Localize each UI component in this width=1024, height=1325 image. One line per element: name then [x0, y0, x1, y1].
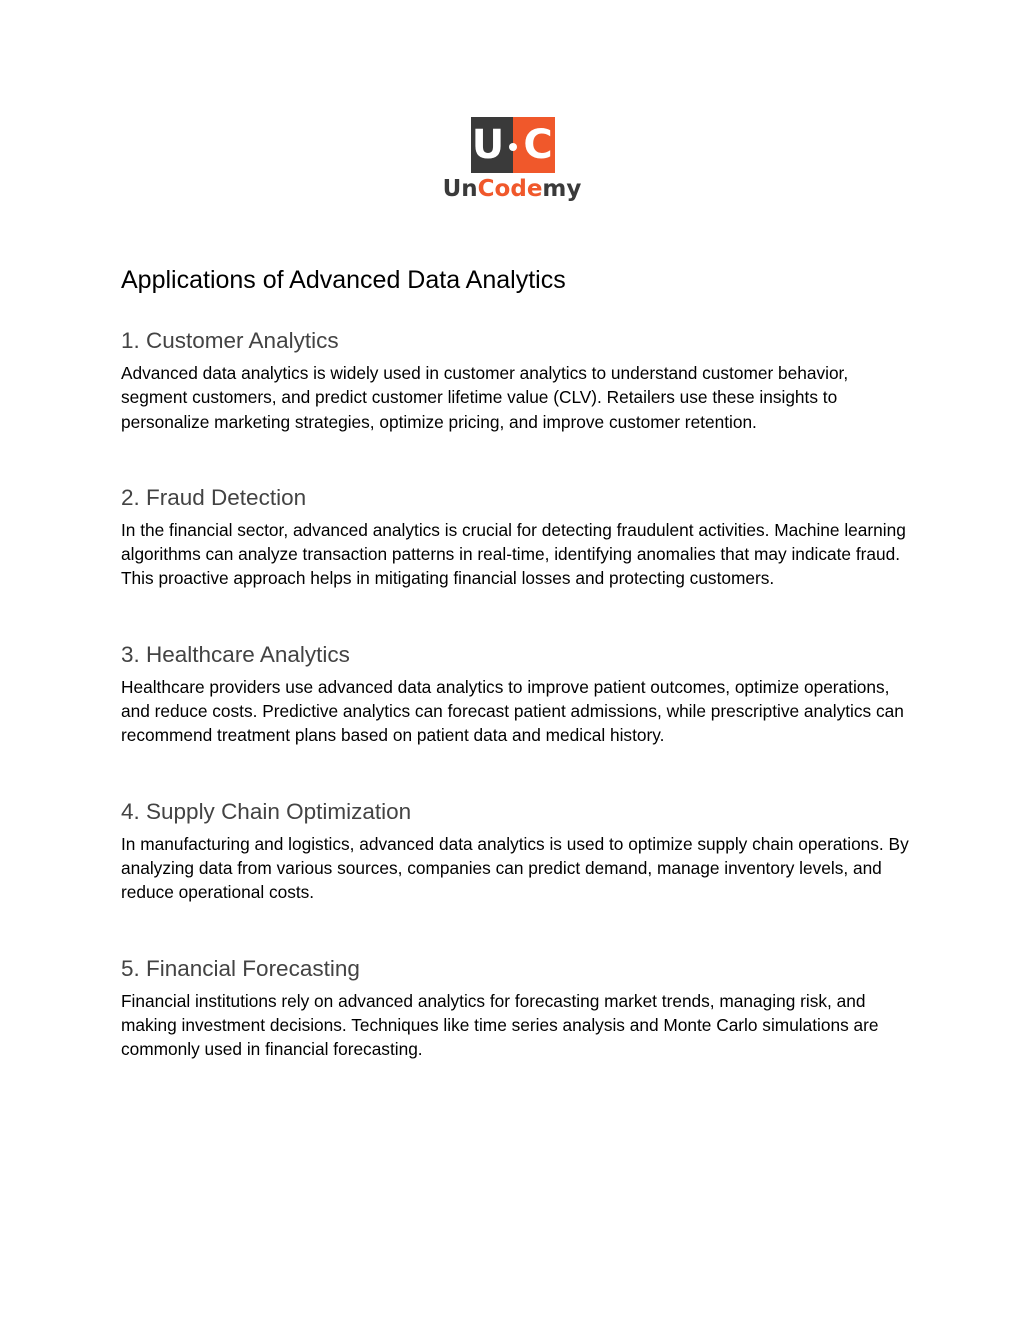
section-supply-chain-optimization	[121, 797, 911, 905]
section-body: Advanced data analytics is widely used in customer analytics to understand customer behavior, segment customers, and predict customer lifetime value (CLV). Retailers use these insights to personalize marketing strategies, optimize pricing, and improve customer retention.	[121, 363, 849, 432]
section-body: In the financial sector, advanced analytics is crucial for detecting fraudulent activities. Machine learning algorithms can analyze transaction patterns in real-time, identifying anomalies that may indicate fraud. This proactive approach helps in mitigating financial losses and protecting customers.	[121, 519, 906, 589]
section-customer-analytics	[121, 326, 911, 434]
section-heading: 5. Financial Forecasting	[121, 955, 360, 981]
uncodemy-logo	[442, 115, 582, 207]
section-body: In manufacturing and logistics, advanced data analytics is used to optimize supply chain operations. By analyzing data from various sources, companies can predict demand, manage inventory levels, and reduce operational costs.	[121, 833, 909, 903]
document-title: Applications of Advanced Data Analytics	[121, 266, 566, 294]
section-heading: 4. Supply Chain Optimization	[121, 798, 412, 824]
section-heading: 1. Customer Analytics	[121, 328, 339, 353]
logo-word-part-un: Un	[442, 176, 478, 202]
section-heading: 2. Fraud Detection	[121, 484, 307, 510]
section-body: Financial institutions rely on advanced analytics for forecasting market trends, managing risk, and making investment decisions. Techniques like time series analysis and Monte Carlo simulations are commonly used in financial forecasting.	[121, 990, 879, 1060]
document-content	[121, 262, 911, 1061]
logo-letter-c: C	[523, 122, 553, 168]
logo-mark	[471, 117, 555, 173]
logo-word-part-code: Code	[477, 176, 543, 202]
logo-letter-u: U	[471, 122, 505, 168]
logo-word-part-my: my	[542, 176, 582, 202]
section-healthcare-analytics	[121, 640, 911, 748]
section-fraud-detection	[121, 483, 911, 591]
section-financial-forecasting	[121, 954, 911, 1062]
section-heading: 3. Healthcare Analytics	[121, 641, 350, 667]
logo-wordmark	[442, 175, 582, 203]
section-body: Healthcare providers use advanced data analytics to improve patient outcomes, optimize operations, and reduce costs. Predictive analytics can forecast patient admissions, while prescriptive analytics can recommend treatment plans based on patient data and medical history.	[121, 676, 904, 746]
logo-dot	[509, 143, 517, 151]
